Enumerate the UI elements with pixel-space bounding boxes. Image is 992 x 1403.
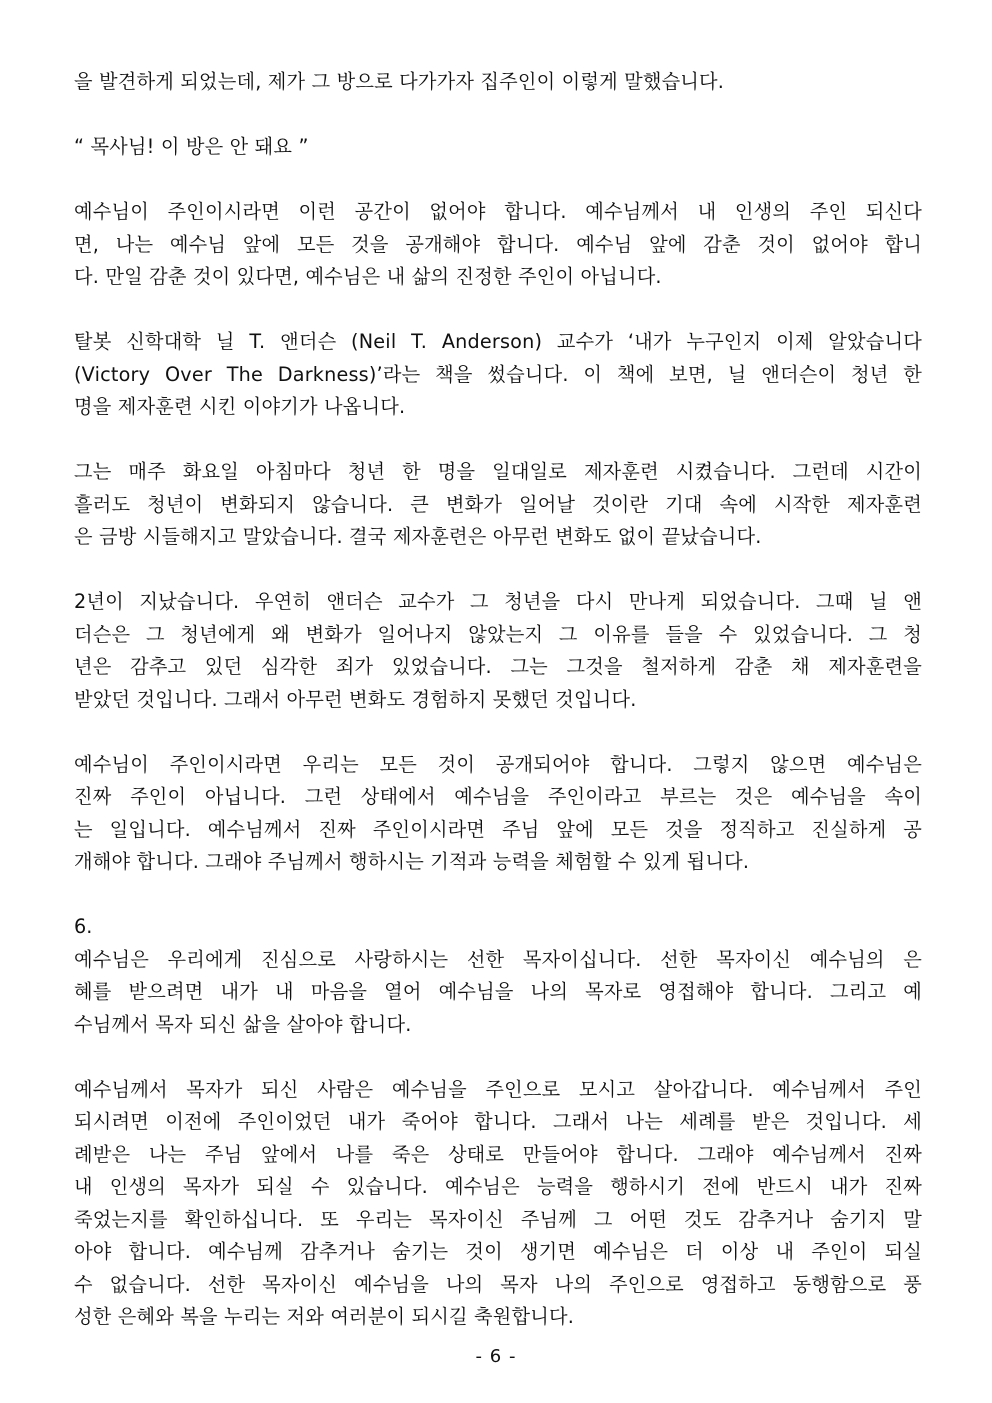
paragraph [74, 749, 922, 879]
text-line: 받았던 것입니다. 그래서 아무런 변화도 경험하지 못했던 것입니다. [74, 687, 637, 711]
text-line: 년은 감추고 있던 심각한 죄가 있었습니다. 그는 그것을 철저하게 감춘 채 제자훈련을 [74, 655, 922, 678]
paragraph [74, 1074, 922, 1334]
text-line: 은 금방 시들해지고 말았습니다. 결국 제자훈련은 아무런 변화도 없이 끝났습니다. [74, 525, 762, 548]
paragraph [74, 196, 922, 294]
text-line: 다. 만일 감춘 것이 있다면, 예수님은 내 삶의 진정한 주인이 아닙니다. [74, 265, 662, 288]
text-line: 예수님은 우리에게 진심으로 사랑하시는 선한 목자이십니다. 선한 목자이신 예수님의 은 [74, 947, 922, 971]
text-line: 더슨은 그 청년에게 왜 변화가 일어나지 않았는지 그 이유를 들을 수 있었습니다. 그 청 [74, 622, 922, 646]
text-line: 성한 은혜와 복을 누리는 저와 여러분이 되시길 축원합니다. [74, 1305, 575, 1328]
section-paragraph-group [74, 944, 922, 1334]
text-line: 예수님이 주인이시라면 우리는 모든 것이 공개되어야 합니다. 그렇지 않으면 예수님은 [74, 752, 922, 776]
text-line: 흘러도 청년이 변화되지 않습니다. 큰 변화가 일어날 것이란 기대 속에 시작한 제자훈련 [74, 492, 922, 516]
text-line: 면, 나는 예수님 앞에 모든 것을 공개해야 합니다. 예수님 앞에 감춘 것이 없어야 합니 [74, 232, 922, 256]
paragraph [74, 66, 922, 99]
text-line: 탈봇 신학대학 닐 T. 앤더슨 (Neil T. Anderson) 교수가 ‘내가 누구인지 이제 알았습니다 [74, 330, 922, 353]
text-line: 되시려면 이전에 주인이었던 내가 죽어야 합니다. 그래서 나는 세례를 받은 것입니다. 세 [74, 1110, 922, 1133]
section-heading: 6. [74, 915, 93, 938]
text-line: 례받은 나는 주님 앞에서 나를 죽은 상태로 만들어야 합니다. 그래야 예수님께서 진짜 [74, 1142, 922, 1166]
text-line: 아야 합니다. 예수님께 감추거나 숨기는 것이 생기면 예수님은 더 이상 내 주인이 되실 [74, 1240, 922, 1263]
text-line: 혜를 받으려면 내가 내 마음을 열어 예수님을 나의 목자로 영접해야 합니다. 그리고 예 [74, 980, 922, 1003]
text-line: 개해야 합니다. 그래야 주님께서 행하시는 기적과 능력을 체험할 수 있게 됩니다. [74, 850, 750, 873]
text-line: 을 발견하게 되었는데, 제가 그 방으로 다가가자 집주인이 이렇게 말했습니다. [74, 70, 725, 93]
document-body [74, 66, 922, 1366]
text-line: 는 일입니다. 예수님께서 진짜 주인이시라면 주님 앞에 모든 것을 정직하고 진실하게 공 [74, 817, 922, 841]
paragraph [74, 586, 922, 716]
paragraph [74, 326, 922, 424]
text-line: 진짜 주인이 아닙니다. 그런 상태에서 예수님을 주인이라고 부르는 것은 예수님을 속이 [74, 785, 922, 808]
paragraph [74, 131, 922, 164]
text-line: 그는 매주 화요일 아침마다 청년 한 명을 일대일로 제자훈련 시켰습니다. 그런데 시간이 [74, 460, 922, 483]
text-line: 내 인생의 목자가 되실 수 있습니다. 예수님은 능력을 행하시기 전에 반드시 내가 진짜 [74, 1175, 922, 1198]
text-line: (Victory Over The Darkness)’라는 책을 썼습니다. 이 책에 보면, 닐 앤더슨이 청년 한 [74, 362, 922, 386]
text-line: 죽었는지를 확인하십니다. 또 우리는 목자이신 주님께 그 어떤 것도 감추거나 숨기지 말 [74, 1207, 922, 1231]
text-line: 2년이 지났습니다. 우연히 앤더슨 교수가 그 청년을 다시 만나게 되었습니다. 그때 닐 앤 [74, 590, 922, 613]
text-line: 명을 제자훈련 시킨 이야기가 나옵니다. [74, 395, 406, 418]
text-line: “ 목사님! 이 방은 안 돼요 ” [74, 135, 309, 158]
text-line: 예수님께서 목자가 되신 사람은 예수님을 주인으로 모시고 살아갑니다. 예수님께서 주인 [74, 1077, 922, 1101]
text-line: 수 없습니다. 선한 목자이신 예수님을 나의 목자 나의 주인으로 영접하고 동행함으로 풍 [74, 1272, 922, 1296]
text-line: 수님께서 목자 되신 삶을 살아야 합니다. [74, 1012, 412, 1036]
paragraph [74, 944, 922, 1042]
text-line: 예수님이 주인이시라면 이런 공간이 없어야 합니다. 예수님께서 내 인생의 주인 되신다 [74, 200, 922, 223]
paragraph-group [74, 66, 922, 879]
page-number: - 6 - [475, 1346, 517, 1367]
paragraph [74, 456, 922, 554]
